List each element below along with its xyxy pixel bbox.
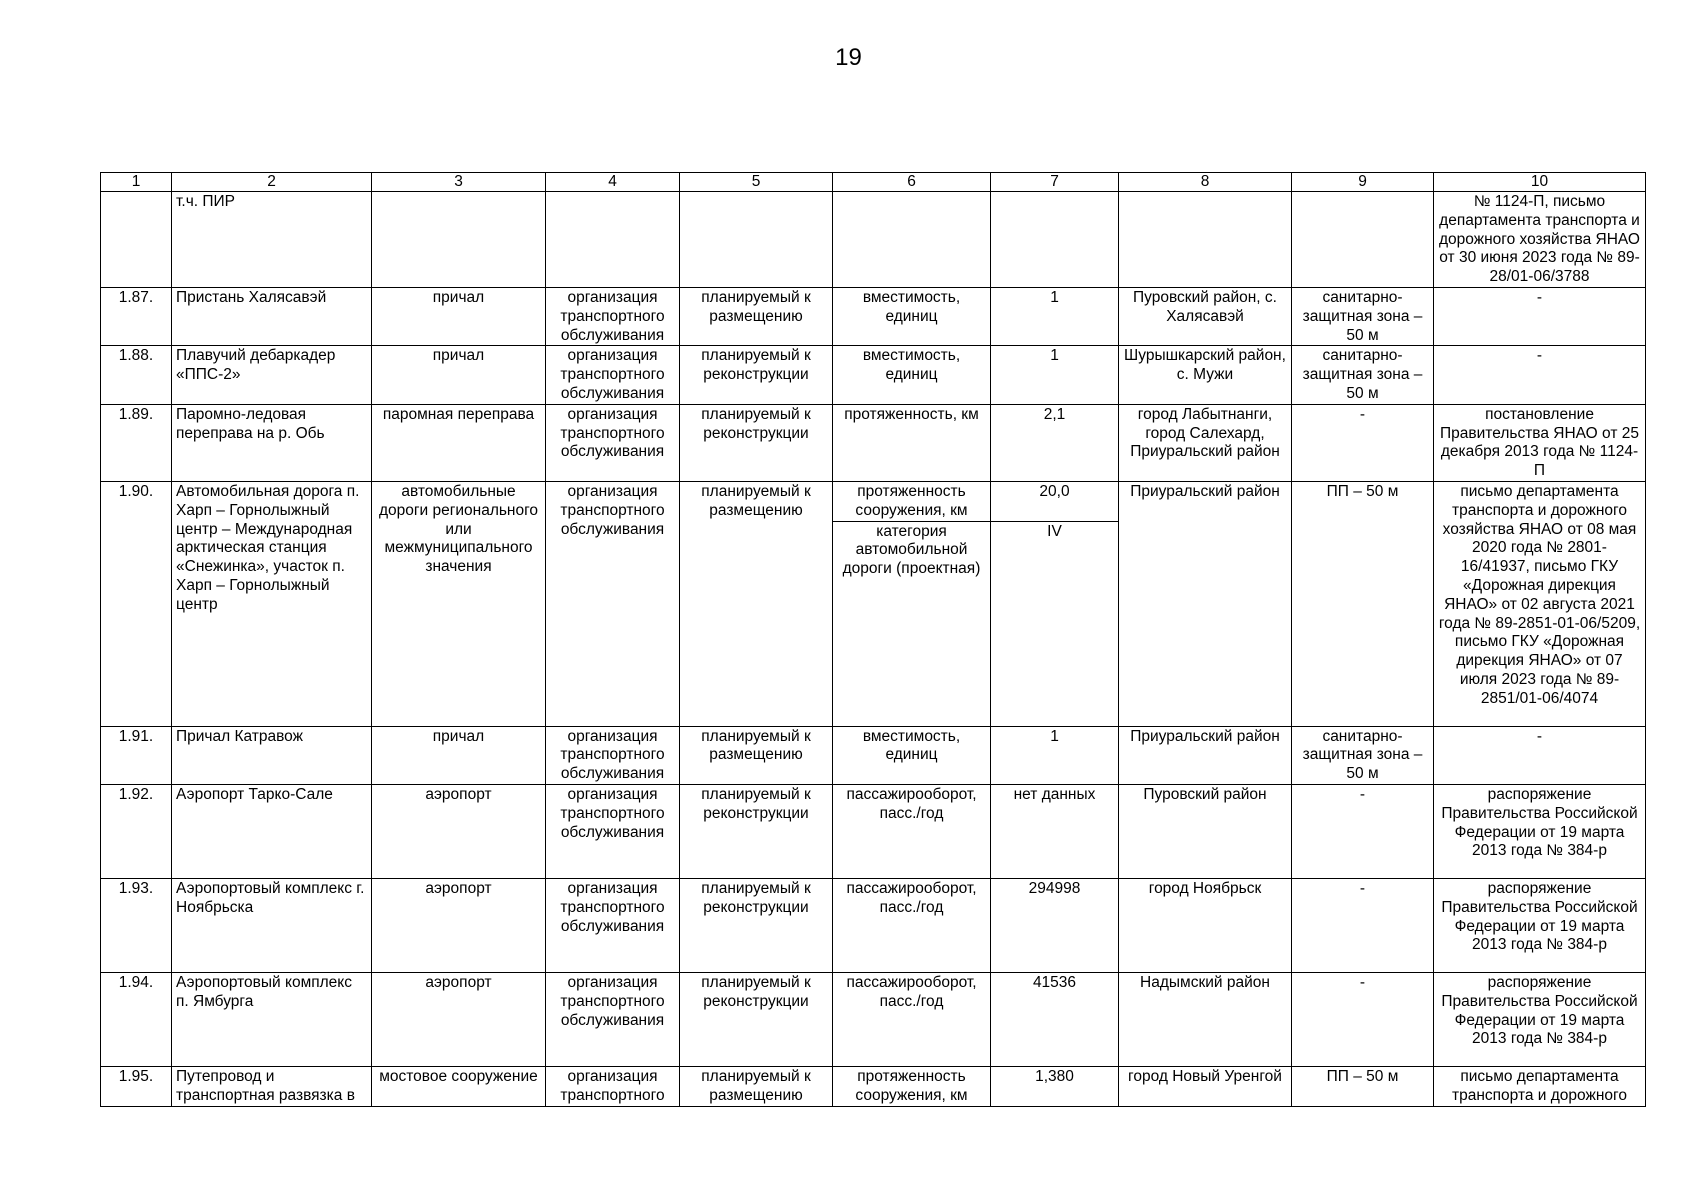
object-purpose: организация транспортного обслуживания: [546, 404, 680, 481]
location: Надымский район: [1119, 972, 1292, 1066]
object-name: Плавучий дебаркадер «ППС-2»: [172, 346, 372, 404]
column-header: 1: [101, 173, 172, 192]
location: Пуровский район, с. Халясавэй: [1119, 287, 1292, 345]
characteristic-value: 1,380: [991, 1066, 1119, 1106]
basis-document: -: [1434, 287, 1646, 345]
location: Приуральский район: [1119, 481, 1292, 726]
basis-document: распоряжение Правительства Российской Федерации от 19 марта 2013 года № 384-р: [1434, 878, 1646, 972]
zone: -: [1292, 878, 1434, 972]
zone: -: [1292, 972, 1434, 1066]
location: город Лабытнанги, город Салехард, Приуральский район: [1119, 404, 1292, 481]
object-type: паромная переправа: [372, 404, 546, 481]
object-purpose: [546, 192, 680, 288]
basis-document: письмо департамента транспорта и дорожного: [1434, 1066, 1646, 1106]
object-name: Путепровод и транспортная развязка в: [172, 1066, 372, 1106]
object-name: т.ч. ПИР: [172, 192, 372, 288]
basis-document: -: [1434, 346, 1646, 404]
characteristic-name: категория автомобильной дороги (проектная): [833, 521, 991, 726]
table-row: [101, 404, 1646, 481]
row-number: 1.87.: [101, 287, 172, 345]
zone: санитарно-защитная зона – 50 м: [1292, 287, 1434, 345]
table-row: [101, 1066, 1646, 1106]
zone: -: [1292, 404, 1434, 481]
object-name: Аэропорт Тарко-Сале: [172, 784, 372, 878]
page-number: 19: [835, 44, 862, 71]
basis-document: распоряжение Правительства Российской Федерации от 19 марта 2013 года № 384-р: [1434, 972, 1646, 1066]
object-purpose: организация транспортного обслуживания: [546, 481, 680, 726]
object-type: причал: [372, 346, 546, 404]
table-row: [101, 192, 1646, 288]
column-header: 10: [1434, 173, 1646, 192]
row-number: 1.93.: [101, 878, 172, 972]
location: город Ноябрьск: [1119, 878, 1292, 972]
row-number: 1.94.: [101, 972, 172, 1066]
object-status: планируемый к реконструкции: [680, 784, 833, 878]
object-status: планируемый к размещению: [680, 1066, 833, 1106]
object-type: автомобильные дороги регионального или межмуниципального значения: [372, 481, 546, 726]
object-status: планируемый к размещению: [680, 481, 833, 726]
basis-document: № 1124-П, письмо департамента транспорта и дорожного хозяйства ЯНАО от 30 июня 2023 года № 89-28/01-06/3788: [1434, 192, 1646, 288]
basis-document: -: [1434, 726, 1646, 784]
object-name: Паромно-ледовая переправа на р. Обь: [172, 404, 372, 481]
object-status: планируемый к реконструкции: [680, 346, 833, 404]
table-row: [101, 287, 1646, 345]
object-type: причал: [372, 287, 546, 345]
column-header: 7: [991, 173, 1119, 192]
column-header: 6: [833, 173, 991, 192]
characteristic-name: пассажирооборот, пасс./год: [833, 972, 991, 1066]
characteristic-value: 41536: [991, 972, 1119, 1066]
object-name: Аэропортовый комплекс г. Ноябрьска: [172, 878, 372, 972]
object-purpose: организация транспортного обслуживания: [546, 784, 680, 878]
table-row: [101, 878, 1646, 972]
zone: -: [1292, 784, 1434, 878]
characteristic-name: протяженность, км: [833, 404, 991, 481]
characteristic-value: нет данных: [991, 784, 1119, 878]
zone: санитарно-защитная зона – 50 м: [1292, 346, 1434, 404]
object-purpose: организация транспортного обслуживания: [546, 878, 680, 972]
characteristic-name: протяженность сооружения, км: [833, 481, 991, 521]
column-header: 3: [372, 173, 546, 192]
zone: санитарно-защитная зона – 50 м: [1292, 726, 1434, 784]
basis-document: письмо департамента транспорта и дорожного хозяйства ЯНАО от 08 мая 2020 года № 2801-16/41937, письмо ГКУ «Дорожная дирекция ЯНАО» от 02 августа 2021 года № 89-2851-01-06/5209, письмо ГКУ «Дорожная дирекция ЯНАО» от 07 июля 2023 года № 89-2851/01-06/4074: [1434, 481, 1646, 726]
table-row: [101, 972, 1646, 1066]
object-status: планируемый к размещению: [680, 287, 833, 345]
object-purpose: организация транспортного обслуживания: [546, 972, 680, 1066]
row-number: 1.90.: [101, 481, 172, 726]
column-header: 5: [680, 173, 833, 192]
basis-document: постановление Правительства ЯНАО от 25 декабря 2013 года № 1124-П: [1434, 404, 1646, 481]
basis-document: распоряжение Правительства Российской Федерации от 19 марта 2013 года № 384-р: [1434, 784, 1646, 878]
characteristic-name: вместимость, единиц: [833, 346, 991, 404]
characteristic-value: 20,0: [991, 481, 1119, 521]
characteristic-name: пассажирооборот, пасс./год: [833, 784, 991, 878]
row-number: 1.88.: [101, 346, 172, 404]
table-row: [101, 481, 1646, 521]
object-type: мостовое сооружение: [372, 1066, 546, 1106]
object-purpose: организация транспортного обслуживания: [546, 287, 680, 345]
characteristic-value: 1: [991, 726, 1119, 784]
object-purpose: организация транспортного: [546, 1066, 680, 1106]
row-number: 1.91.: [101, 726, 172, 784]
row-number: 1.89.: [101, 404, 172, 481]
column-header: 9: [1292, 173, 1434, 192]
characteristic-value: IV: [991, 521, 1119, 726]
object-name: Причал Катравож: [172, 726, 372, 784]
object-purpose: организация транспортного обслуживания: [546, 726, 680, 784]
object-status: планируемый к размещению: [680, 726, 833, 784]
characteristic-value: [991, 192, 1119, 288]
characteristic-value: 1: [991, 287, 1119, 345]
location: город Новый Уренгой: [1119, 1066, 1292, 1106]
object-name: Автомобильная дорога п. Харп – Горнолыжный центр – Международная арктическая станция «Снежинка», участок п. Харп – Горнолыжный центр: [172, 481, 372, 726]
row-number: 1.92.: [101, 784, 172, 878]
object-type: аэропорт: [372, 878, 546, 972]
location: [1119, 192, 1292, 288]
characteristic-name: вместимость, единиц: [833, 726, 991, 784]
table-header-row: [101, 173, 1646, 192]
object-name: Аэропортовый комплекс п. Ямбурга: [172, 972, 372, 1066]
characteristic-value: 294998: [991, 878, 1119, 972]
object-status: планируемый к реконструкции: [680, 972, 833, 1066]
zone: [1292, 192, 1434, 288]
characteristic-name: протяженность сооружения, км: [833, 1066, 991, 1106]
object-type: аэропорт: [372, 972, 546, 1066]
object-purpose: организация транспортного обслуживания: [546, 346, 680, 404]
column-header: 8: [1119, 173, 1292, 192]
object-type: аэропорт: [372, 784, 546, 878]
location: Пуровский район: [1119, 784, 1292, 878]
objects-table: [100, 172, 1646, 1107]
object-type: [372, 192, 546, 288]
column-header: 4: [546, 173, 680, 192]
zone: ПП – 50 м: [1292, 1066, 1434, 1106]
characteristic-value: 1: [991, 346, 1119, 404]
table-row: [101, 784, 1646, 878]
object-type: причал: [372, 726, 546, 784]
column-header: 2: [172, 173, 372, 192]
row-number: 1.95.: [101, 1066, 172, 1106]
object-status: планируемый к реконструкции: [680, 878, 833, 972]
location: Шурышкарский район, с. Мужи: [1119, 346, 1292, 404]
table-row: [101, 346, 1646, 404]
characteristic-name: [833, 192, 991, 288]
table-row: [101, 726, 1646, 784]
row-number: [101, 192, 172, 288]
characteristic-name: вместимость, единиц: [833, 287, 991, 345]
characteristic-name: пассажирооборот, пасс./год: [833, 878, 991, 972]
object-name: Пристань Халясавэй: [172, 287, 372, 345]
object-status: планируемый к реконструкции: [680, 404, 833, 481]
zone: ПП – 50 м: [1292, 481, 1434, 726]
object-status: [680, 192, 833, 288]
location: Приуральский район: [1119, 726, 1292, 784]
characteristic-value: 2,1: [991, 404, 1119, 481]
